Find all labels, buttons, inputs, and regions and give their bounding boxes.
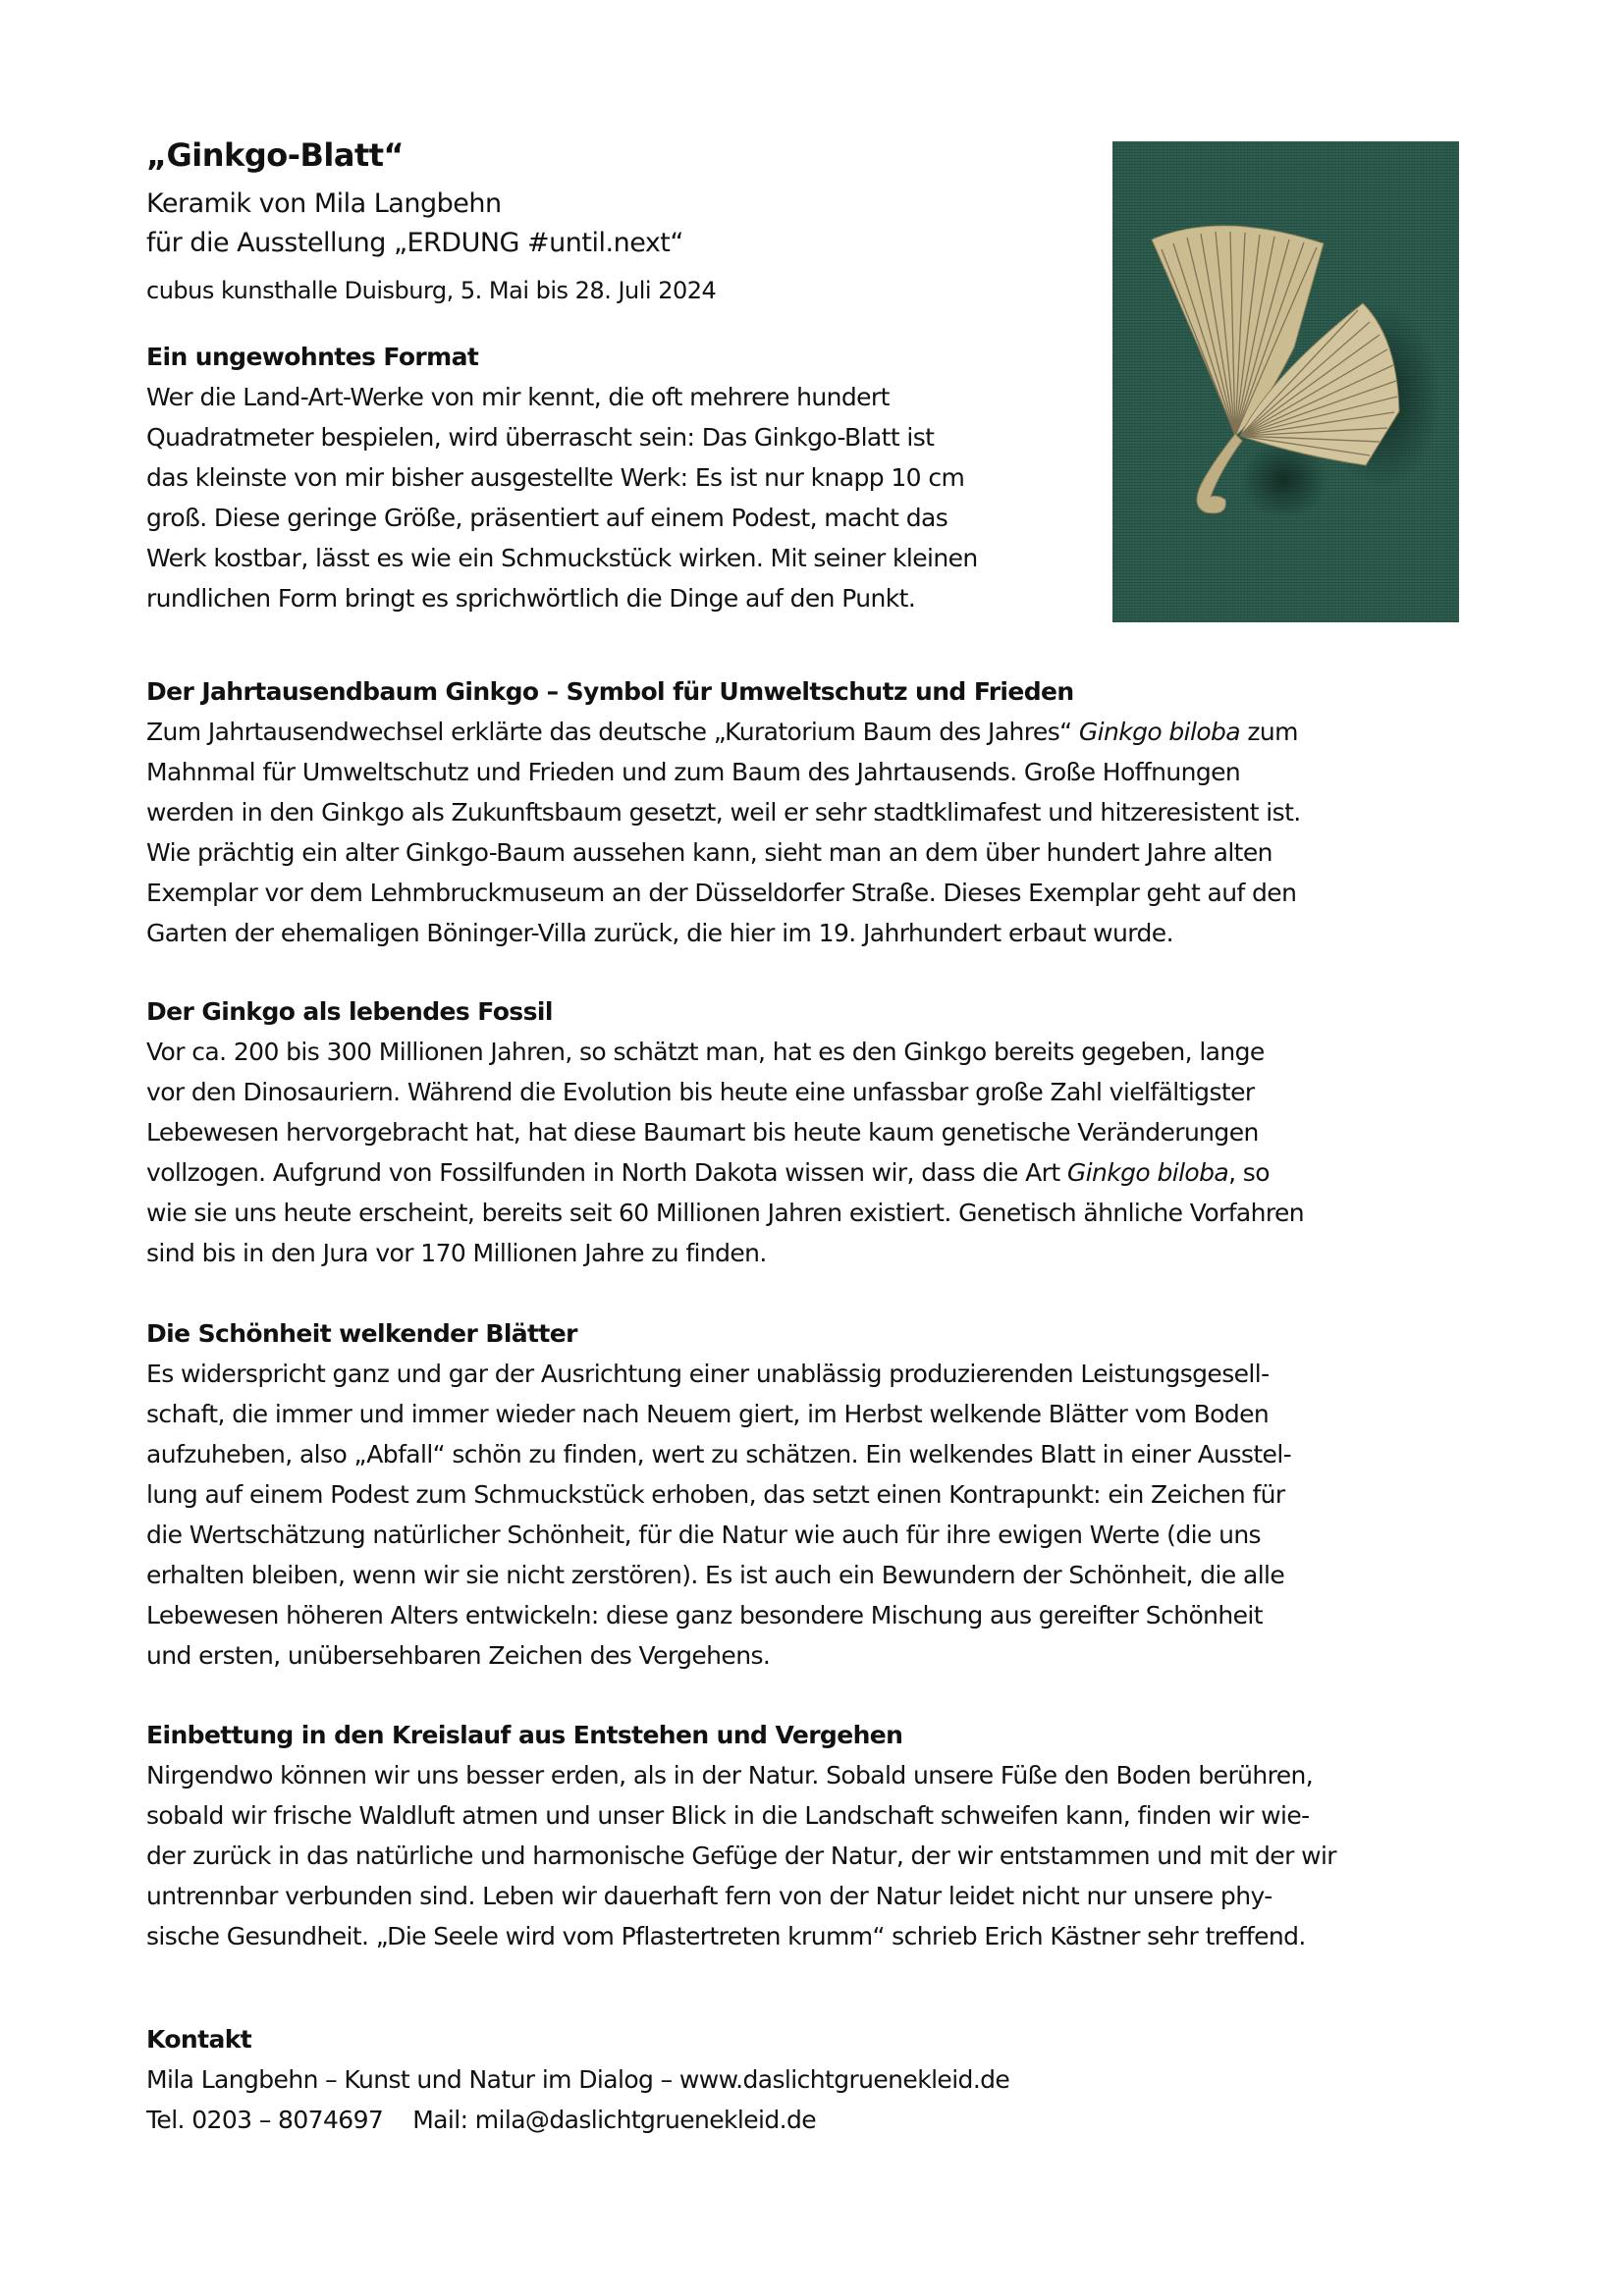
paragraph-line: untrennbar verbunden sind. Leben wir dauerhaft fern von der Natur leidet nicht nur unsere phy- (146, 1882, 1272, 1910)
paragraph-line: Vor ca. 200 bis 300 Millionen Jahren, so schätzt man, hat es den Ginkgo bereits gegeben, lange (146, 1038, 1265, 1066)
section-jahrtausendbaum (146, 671, 1301, 953)
paragraph-line: lung auf einem Podest zum Schmuckstück erhoben, das setzt einen Kontrapunkt: ein Zeichen für (146, 1480, 1285, 1509)
paragraph-line: Lebewesen hervorgebracht hat, hat diese Baumart bis heute kaum genetische Veränderungen (146, 1118, 1259, 1147)
paragraph-line (146, 712, 1301, 752)
paragraph-line: die Wertschätzung natürlicher Schönheit, für die Natur wie auch für ihre ewigen Werte (die uns (146, 1521, 1261, 1549)
paragraph-line: erhalten bleiben, wenn wir sie nicht zerstören). Es ist auch ein Bewundern der Schönheit, die alle (146, 1561, 1285, 1589)
website-link[interactable]: www.daslichtgruenekleid.de (678, 2065, 1010, 2094)
paragraph-line: und ersten, unübersehbaren Zeichen des Vergehens. (146, 1641, 771, 1670)
paragraph-line: sind bis in den Jura vor 170 Millionen Jahre zu finden. (146, 1239, 767, 1267)
mail-label: Mail: (412, 2106, 475, 2134)
ginkgo-leaf-photo (1112, 141, 1459, 622)
subtitle-exhibition: für die Ausstellung „ERDUNG #until.next“ (146, 228, 683, 258)
ginkgo-leaf-image (1112, 141, 1459, 622)
paragraph-line: schaft, die immer und immer wieder nach Neuem giert, im Herbst welkende Blätter vom Boden (146, 1400, 1270, 1428)
paragraph-line: werden in den Ginkgo als Zukunftsbaum gesetzt, weil er sehr stadtklimafest und hitzeresistent ist. (146, 798, 1301, 827)
section-heading: Ein ungewohntes Format (146, 343, 479, 371)
section-schoenheit (146, 1313, 1291, 1676)
contact-tagline: Mila Langbehn – Kunst und Natur im Dialog – (146, 2065, 679, 2094)
paragraph-line: Lebewesen höheren Alters entwickeln: diese ganz besondere Mischung aus gereifter Schönheit (146, 1601, 1263, 1629)
paragraph-line: der zurück in das natürliche und harmonische Gefüge der Natur, der wir entstammen und mit der wir (146, 1842, 1336, 1870)
contact-line-phone-mail (146, 2100, 1009, 2140)
subtitle-venue: cubus kunsthalle Duisburg, 5. Mai bis 28. Juli 2024 (146, 277, 717, 304)
paragraph-line: Mahnmal für Umweltschutz und Frieden und zum Baum des Jahrtausends. Große Hoffnungen (146, 758, 1241, 786)
section-heading: Einbettung in den Kreislauf aus Entstehen und Vergehen (146, 1721, 903, 1749)
paragraph-line: Wie prächtig ein alter Ginkgo-Baum aussehen kann, sieht man an dem über hundert Jahre alten (146, 838, 1272, 867)
document-title: „Ginkgo-Blatt“ (146, 136, 405, 174)
paragraph-line: sobald wir frische Waldluft atmen und unser Blick in die Landschaft schweifen kann, finden wir wie- (146, 1801, 1310, 1830)
section-format (146, 337, 978, 618)
section-heading: Der Ginkgo als lebendes Fossil (146, 997, 553, 1026)
paragraph-line: Quadratmeter bespielen, wird überrascht sein: Das Ginkgo-Blatt ist (146, 423, 935, 452)
section-heading: Der Jahrtausendbaum Ginkgo – Symbol für Umweltschutz und Frieden (146, 677, 1074, 706)
email-link[interactable]: mila@daslichtgruenekleid.de (474, 2106, 817, 2134)
contact-heading: Kontakt (146, 2025, 252, 2054)
paragraph-line: Werk kostbar, lässt es wie ein Schmuckstück wirken. Mit seiner kleinen (146, 544, 978, 572)
text-span: vollzogen. Aufgrund von Fossilfunden in North Dakota wissen wir, dass die Art (146, 1158, 1067, 1187)
paragraph-line: Exemplar vor dem Lehmbruckmuseum an der Düsseldorfer Straße. Dieses Exemplar geht auf den (146, 879, 1297, 907)
contact-line-website (146, 2059, 1009, 2100)
paragraph-line: vor den Dinosauriern. Während die Evolution bis heute eine unfassbar große Zahl vielfältigster (146, 1078, 1255, 1106)
paragraph-line: aufzuheben, also „Abfall“ schön zu finden, wert zu schätzen. Ein welkendes Blatt in einer Ausstel- (146, 1440, 1292, 1468)
text-span: zum (1240, 718, 1298, 746)
paragraph-line: das kleinste von mir bisher ausgestellte Werk: Es ist nur knapp 10 cm (146, 463, 965, 492)
text-span: , so (1228, 1158, 1270, 1187)
paragraph-line (146, 1152, 1304, 1193)
section-fossil (146, 991, 1304, 1273)
subtitle-artist: Keramik von Mila Langbehn (146, 188, 502, 219)
paragraph-line: Nirgendwo können wir uns besser erden, als in der Natur. Sobald unsere Füße den Boden berühren, (146, 1761, 1314, 1789)
species-name: Ginkgo biloba (1066, 1158, 1229, 1187)
phone-number[interactable]: Tel. 0203 – 8074697 (146, 2106, 384, 2134)
paragraph-line: Garten der ehemaligen Böninger-Villa zurück, die hier im 19. Jahrhundert erbaut wurde. (146, 919, 1173, 947)
paragraph-line: Es widerspricht ganz und gar der Ausrichtung einer unablässig produzierenden Leistungsgesell- (146, 1360, 1270, 1388)
paragraph-line: Wer die Land-Art-Werke von mir kennt, die oft mehrere hundert (146, 383, 890, 411)
text-span: Zum Jahrtausendwechsel erklärte das deutsche „Kuratorium Baum des Jahres“ (146, 718, 1079, 746)
contact-block (146, 2019, 1009, 2140)
section-heading: Die Schönheit welkender Blätter (146, 1319, 577, 1348)
section-kreislauf (146, 1715, 1336, 1956)
species-name: Ginkgo biloba (1078, 718, 1241, 746)
paragraph-line: sische Gesundheit. „Die Seele wird vom Pflastertreten krumm“ schrieb Erich Kästner sehr treffend. (146, 1922, 1306, 1950)
paragraph-line: rundlichen Form bringt es sprichwörtlich die Dinge auf den Punkt. (146, 584, 916, 613)
paragraph-line: groß. Diese geringe Größe, präsentiert auf einem Podest, macht das (146, 504, 948, 532)
paragraph-line: wie sie uns heute erscheint, bereits seit 60 Millionen Jahren existiert. Genetisch ähnliche Vorfahren (146, 1199, 1305, 1227)
